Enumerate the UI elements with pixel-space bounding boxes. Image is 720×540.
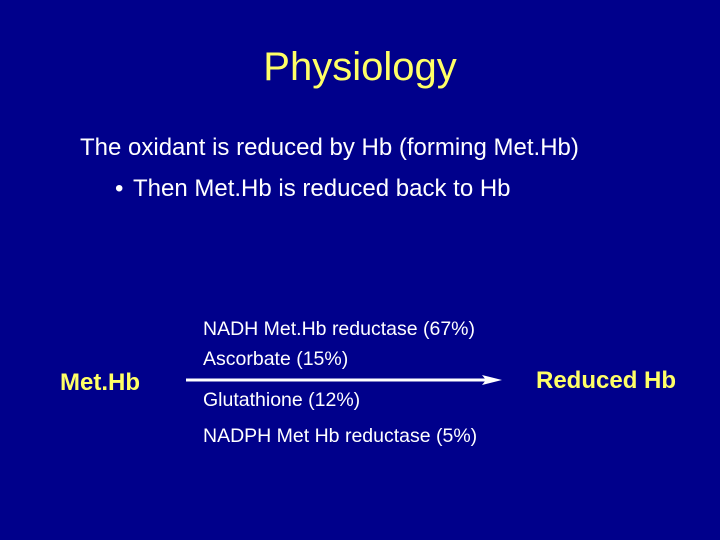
reducer-item: Glutathione (12%): [203, 389, 361, 411]
reducer-item: NADH Met.Hb reductase (67%): [203, 318, 476, 340]
reactant-label: Met.Hb: [60, 369, 140, 396]
bullet-marker: •: [115, 175, 124, 202]
product-label: Reduced Hb: [536, 367, 677, 394]
reducer-item: NADPH Met Hb reductase (5%): [203, 425, 478, 447]
bullet-text: Then Met.Hb is reduced back to Hb: [133, 175, 511, 202]
slide-title: Physiology: [263, 45, 457, 89]
reducer-item: Ascorbate (15%): [203, 348, 349, 370]
body-text-line: The oxidant is reduced by Hb (forming Met.Hb): [80, 134, 579, 161]
reaction-arrow: [186, 373, 506, 387]
bullet-point: [115, 174, 511, 204]
